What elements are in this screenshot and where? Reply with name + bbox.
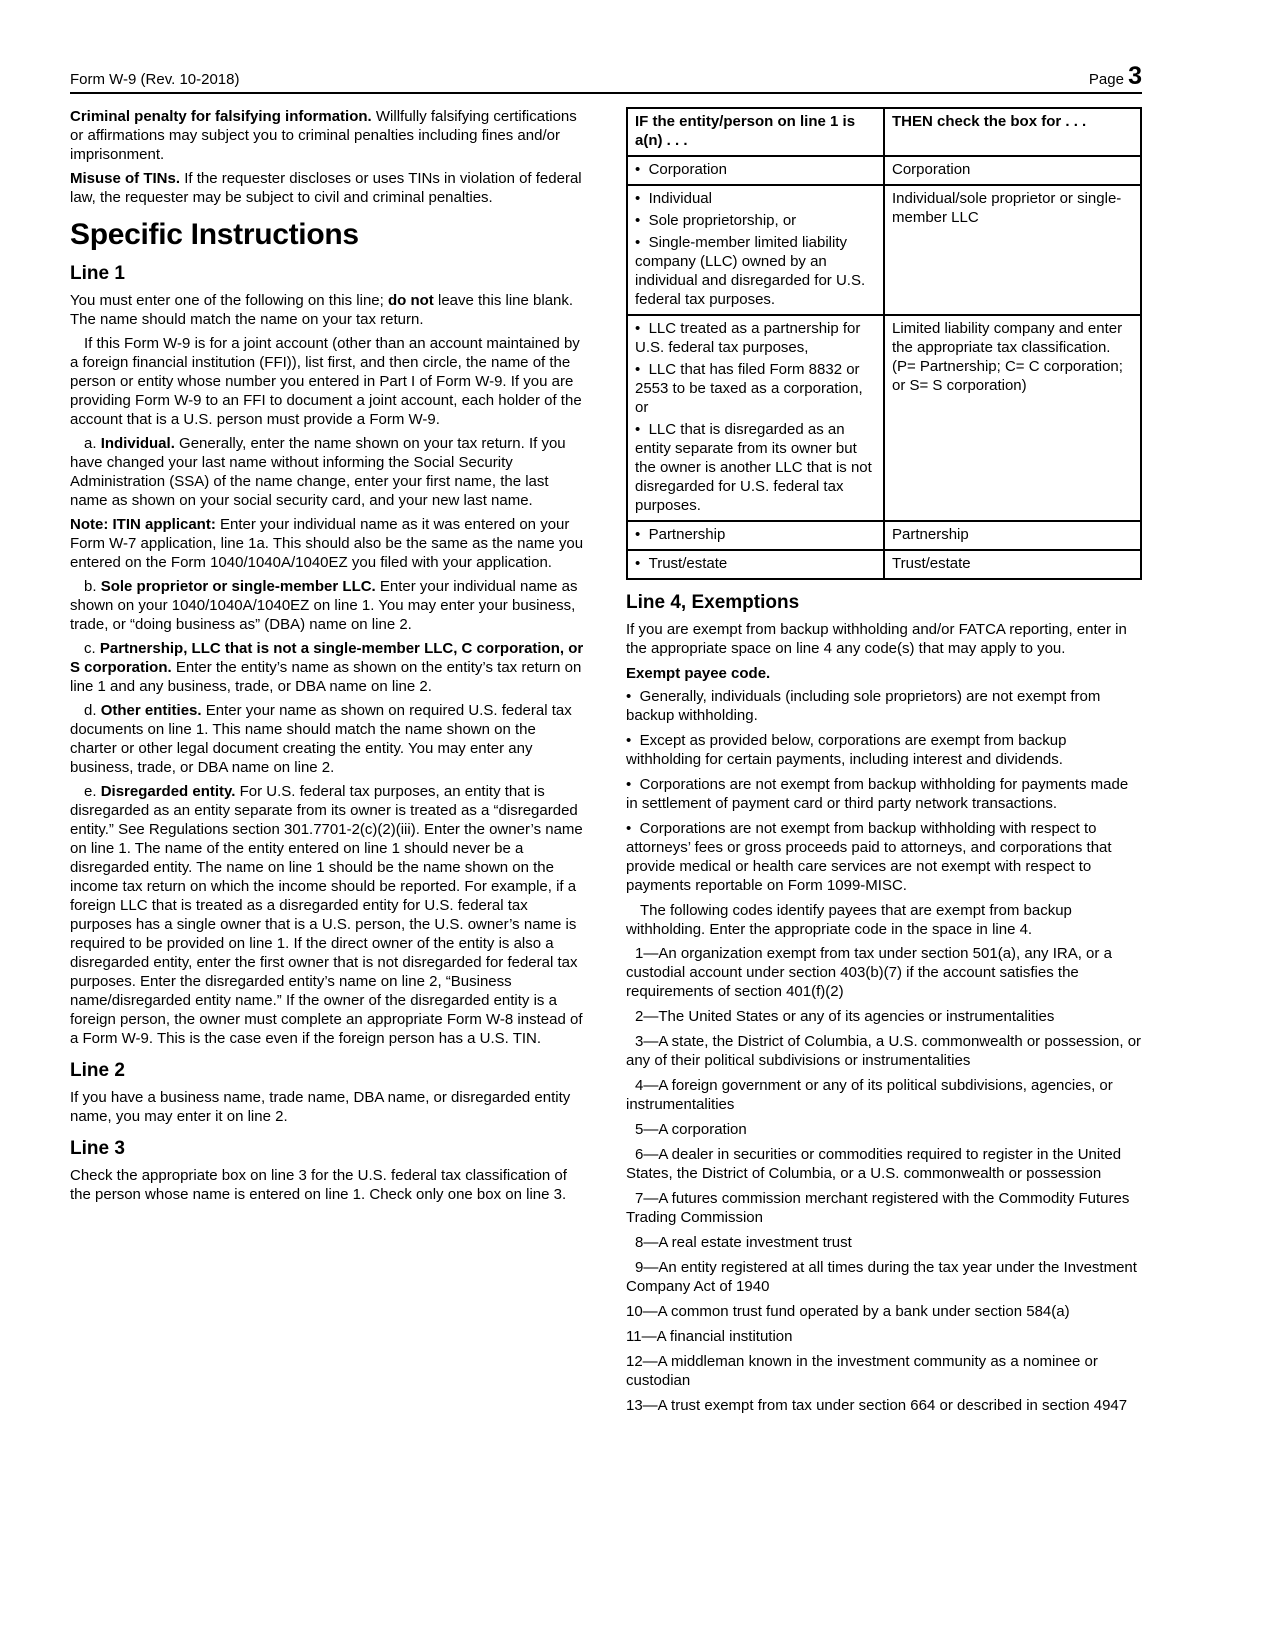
item-letter: d.	[84, 702, 101, 719]
line-3-heading: Line 3	[70, 1138, 125, 1159]
left-column	[70, 107, 586, 1421]
if-item: • LLC that has filed Form 8832 or 2553 to be taxed as a corporation, or	[635, 360, 877, 417]
exempt-code-item: 10—A common trust fund operated by a bank under section 584(a)	[626, 1303, 1070, 1320]
item-body: For U.S. federal tax purposes, an entity that is disregarded as an entity separate from its owner is treated as a “disregarded entity.” See Regulations section 301.7701-2(c)(2)(iii). Enter the owner’s name on line 1. The name of the entity entered on line 1 should never be a disregarded entity. The name on line 1 should be the name shown on the income tax return on which the income should be reported. For example, if a foreign LLC that is treated as a disregarded entity for U.S. federal tax purposes has a single owner that is a U.S. person, the U.S. owner’s name is required to be provided on line 1. If the direct owner of the entity is also a disregarded entity, enter the first owner that is not disregarded for federal tax purposes. Enter the disregarded entity’s name on line 2, “Business name/disregarded entity name.” If the owner of the disregarded entity is a foreign person, the owner must complete an appropriate Form W-8 instead of a Form W-9. This is the case even if the foreign person has a U.S. TIN.	[70, 783, 583, 1047]
paragraph-body: If the requester discloses or uses TINs in violation of federal law, the requester may be subject to civil and criminal penalties.	[70, 170, 582, 206]
then-cell: Partnership	[884, 521, 1141, 550]
paragraph-body: Willfully falsifying certifications or affirmations may subject you to criminal penalties including fines and/or imprisonment.	[70, 108, 577, 163]
if-item: • LLC treated as a partnership for U.S. federal tax purposes,	[635, 319, 877, 357]
if-item: • LLC that is disregarded as an entity separate from its owner but the owner is another LLC that is not disregarded for U.S. federal tax purposes.	[635, 420, 877, 515]
then-cell: Trust/estate	[884, 550, 1141, 579]
exempt-code-item: 8—A real estate investment trust	[635, 1234, 852, 1251]
exempt-code-item: 4—A foreign government or any of its political subdivisions, agencies, or instrumentalities	[626, 1077, 1113, 1113]
codes-intro-paragraph: The following codes identify payees that are exempt from backup withholding. Enter the appropriate code in the space in line 4.	[626, 902, 1072, 938]
right-column	[626, 107, 1142, 1421]
exempt-payee-code-heading: Exempt payee code.	[626, 665, 771, 682]
paragraph-emphasis: do not	[387, 292, 434, 309]
if-item: • Single-member limited liability company (LLC) owned by an individual and disregarded for U.S. federal tax purposes.	[635, 233, 877, 309]
item-body: Generally, enter the name shown on your tax return. If you have changed your last name without informing the Social Security Administration (SSA) of the name change, enter your first name, the last name as shown on your social security card, and your new last name.	[70, 435, 566, 509]
item-body: Enter your name as shown on required U.S. federal tax documents on line 1. This name should match the name shown on the charter or other legal document creating the entity. You may enter any business, trade, or DBA name on line 2.	[70, 702, 572, 776]
item-letter: a.	[84, 435, 101, 452]
item-body: Enter the entity’s name as shown on the entity’s tax return on line 1 and any business, trade, or DBA name on line 2.	[70, 659, 582, 695]
exempt-bullet-item: • Corporations are not exempt from backup withholding with respect to attorneys’ fees or gross proceeds paid to attorneys, and corporations that provide medical or health care services are not exempt with respect to payments reportable on Form 1099-MISC.	[626, 819, 1142, 895]
item-lead: Partnership, LLC that is not a single-member LLC, C corporation, or S corporation.	[70, 640, 584, 676]
table-row	[627, 185, 1141, 315]
item-letter: e.	[84, 783, 101, 800]
specific-instructions-heading: Specific Instructions	[70, 218, 359, 251]
page-number	[1089, 64, 1142, 89]
exempt-bullet-item: • Except as provided below, corporations are exempt from backup withholding for certain payments, including interest and dividends.	[626, 731, 1142, 769]
exempt-code-item: 1—An organization exempt from tax under section 501(a), any IRA, or a custodial account under section 403(b)(7) if the account satisfies the requirements of section 401(f)(2)	[626, 945, 1112, 1000]
then-cell: Limited liability company and enter the appropriate tax classification. (P= Partnership; C= C corporation; or S= S corporation)	[884, 315, 1141, 521]
item-lead: Other entities.	[100, 702, 202, 719]
if-item: • Individual	[635, 189, 877, 208]
table-row	[627, 521, 1141, 550]
then-column-header: THEN check the box for . . .	[884, 108, 1141, 156]
exempt-bullet-item: • Generally, individuals (including sole proprietors) are not exempt from backup withholding.	[626, 687, 1142, 725]
if-cell	[627, 315, 884, 521]
line-1-heading: Line 1	[70, 263, 125, 284]
if-cell	[627, 550, 884, 579]
paragraph-lead: Misuse of TINs.	[70, 170, 181, 187]
item-lead: Sole proprietor or single-member LLC.	[100, 578, 376, 595]
item-letter: c.	[84, 640, 100, 657]
if-column-header: IF the entity/person on line 1 is a(n) . . .	[627, 108, 884, 156]
exempt-code-item: 3—A state, the District of Columbia, a U.S. commonwealth or possession, or any of their political subdivisions or instrumentalities	[626, 1033, 1142, 1069]
criminal-penalty-paragraph	[70, 107, 586, 164]
table-row	[627, 156, 1141, 185]
paragraph-body: You must enter one of the following on this line;	[70, 292, 388, 309]
paragraph-lead: Criminal penalty for falsifying information.	[70, 108, 372, 125]
page-label: Page	[1088, 71, 1129, 88]
paragraph-body: Enter your individual name as it was entered on your Form W-7 application, line 1a. This should also be the same as the name you entered on the Form 1040/1040A/1040EZ you filed with your application.	[70, 516, 584, 571]
then-cell: Individual/sole proprietor or single-member LLC	[884, 185, 1141, 315]
entity-classification-table	[626, 107, 1142, 580]
if-cell	[627, 521, 884, 550]
exempt-code-item: 6—A dealer in securities or commodities required to register in the United States, the District of Columbia, or a U.S. commonwealth or possession	[626, 1146, 1122, 1182]
exempt-code-item: 2—The United States or any of its agencies or instrumentalities	[635, 1008, 1055, 1025]
exempt-bullet-item: • Corporations are not exempt from backup withholding for payments made in settlement of payment card or third party network transactions.	[626, 775, 1142, 813]
line1-item-b-paragraph	[70, 577, 586, 634]
if-item: • Trust/estate	[635, 554, 877, 573]
line1-item-d-paragraph	[70, 701, 586, 777]
line-4-heading: Line 4, Exemptions	[626, 592, 800, 613]
line-2-heading: Line 2	[70, 1060, 125, 1081]
itin-note-paragraph	[70, 515, 586, 572]
item-body: Enter your individual name as shown on your 1040/1040A/1040EZ on line 1. You may enter your business, trade, or “doing business as” (DBA) name on line 2.	[70, 578, 578, 633]
line1-joint-account-paragraph: If this Form W-9 is for a joint account (other than an account maintained by a foreign financial institution (FFI)), list first, and then circle, the name of the person or entity whose number you entered in Part I of Form W-9. If you are providing Form W-9 to an FFI to document a joint account, each holder of the account that is a U.S. person must provide a Form W-9.	[70, 335, 582, 428]
item-lead: Disregarded entity.	[100, 783, 236, 800]
two-column-layout	[70, 107, 1142, 1421]
item-letter: b.	[84, 578, 101, 595]
if-item: • Partnership	[635, 525, 877, 544]
form-revision-label: Form W-9 (Rev. 10-2018)	[70, 71, 240, 88]
line3-paragraph: Check the appropriate box on line 3 for the U.S. federal tax classification of the person whose name is entered on line 1. Check only one box on line 3.	[70, 1167, 567, 1203]
paragraph-body: leave this line blank. The name should match the name on your tax return.	[70, 292, 574, 328]
line1-item-a-paragraph	[70, 434, 586, 510]
table-row	[627, 550, 1141, 579]
page-header	[70, 64, 1142, 94]
line1-item-c-paragraph	[70, 639, 586, 696]
misuse-tins-paragraph	[70, 169, 586, 207]
paragraph-lead: Note: ITIN applicant:	[70, 516, 216, 533]
exempt-code-item: 7—A futures commission merchant registered with the Commodity Futures Trading Commission	[626, 1190, 1130, 1226]
if-item: • Corporation	[635, 160, 877, 179]
exempt-code-item: 13—A trust exempt from tax under section 664 or described in section 4947	[626, 1397, 1128, 1414]
page-number-value: 3	[1128, 62, 1142, 90]
if-cell	[627, 156, 884, 185]
exempt-code-item: 9—An entity registered at all times during the tax year under the Investment Company Act of 1940	[626, 1259, 1137, 1295]
line2-paragraph: If you have a business name, trade name, DBA name, or disregarded entity name, you may enter it on line 2.	[70, 1089, 571, 1125]
then-cell: Corporation	[884, 156, 1141, 185]
item-lead: Individual.	[100, 435, 175, 452]
table-header-row	[627, 108, 1141, 156]
exempt-code-item: 12—A middleman known in the investment community as a nominee or custodian	[626, 1353, 1098, 1389]
if-item: • Sole proprietorship, or	[635, 211, 877, 230]
line4-intro-paragraph: If you are exempt from backup withholding and/or FATCA reporting, enter in the appropriate space on line 4 any code(s) that may apply to you.	[626, 621, 1127, 657]
exempt-code-item: 11—A financial institution	[626, 1328, 793, 1345]
table-row	[627, 315, 1141, 521]
if-cell	[627, 185, 884, 315]
line1-intro-paragraph	[70, 291, 586, 329]
exempt-code-item: 5—A corporation	[635, 1121, 747, 1138]
line1-item-e-paragraph	[70, 782, 586, 1048]
